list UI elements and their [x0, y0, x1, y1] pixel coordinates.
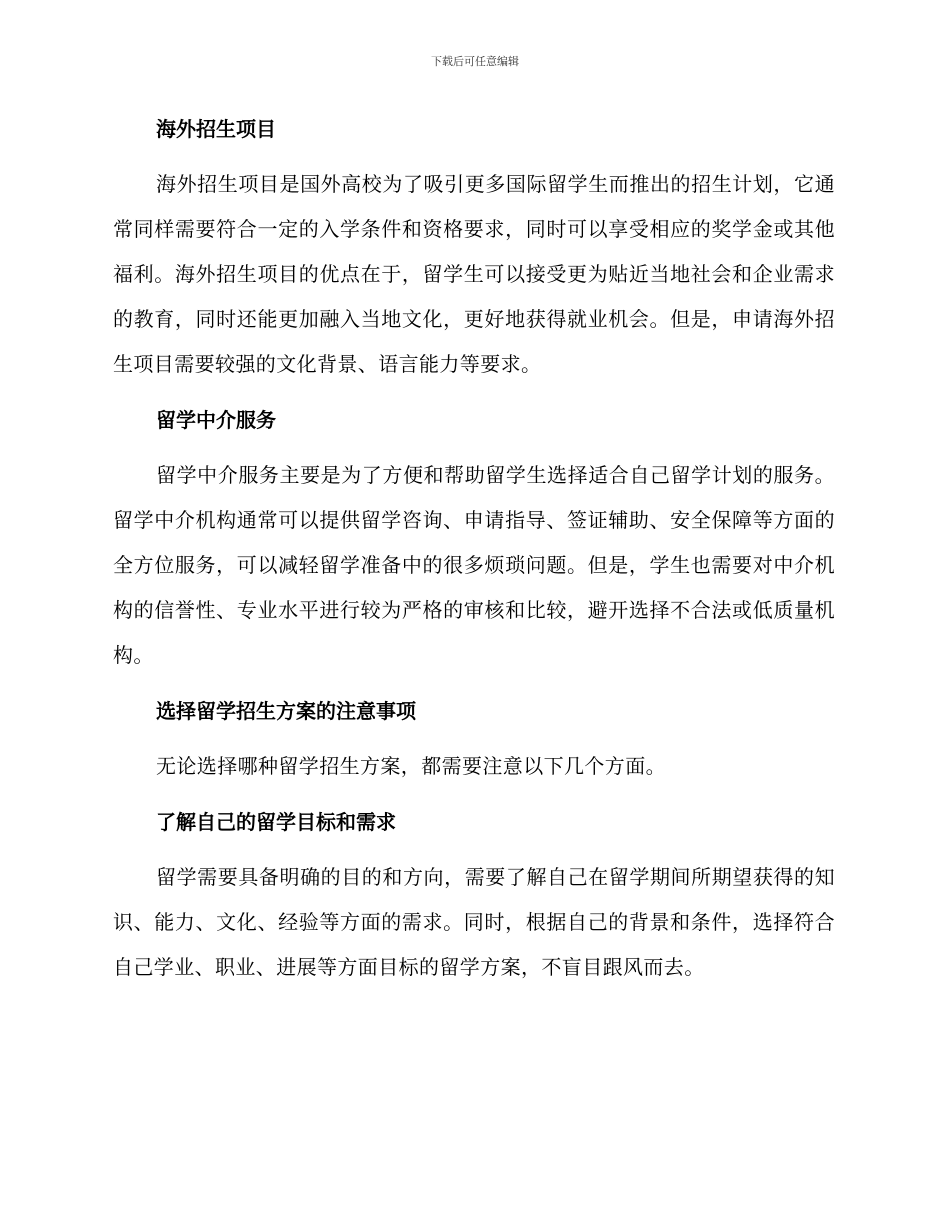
- section-heading-agency-services: 留学中介服务: [156, 408, 276, 432]
- section-paragraph-goals-needs: 留学需要具备明确的目的和方向，需要了解自己在留学期间所期望获得的知识、能力、文化、经验等方面的需求。同时，根据自己的背景和条件，选择符合自己学业、职业、进展等方面目标的留学方案，不盲目跟风而去。: [113, 865, 835, 979]
- section-paragraph-considerations: 无论选择哪种留学招生方案，都需要注意以下几个方面。: [156, 754, 666, 778]
- page-header: 下载后可任意编辑: [431, 55, 519, 68]
- section-paragraph-agency-services: 留学中介服务主要是为了方便和帮助留学生选择适合自己留学计划的服务。留学中介机构通常可以提供留学咨询、申请指导、签证辅助、安全保障等方面的全方位服务，可以减轻留学准备中的很多烦琐问题。但是，学生也需要对中介机构的信誉性、专业水平进行较为严格的审核和比较，避开选择不合法或低质量机构。: [113, 463, 835, 667]
- document-body: [113, 116, 835, 990]
- section-heading-overseas-enrollment: 海外招生项目: [156, 117, 276, 141]
- section-paragraph-overseas-enrollment: 海外招生项目是国外高校为了吸引更多国际留学生而推出的招生计划，它通常同样需要符合一定的入学条件和资格要求，同时可以享受相应的奖学金或其他福利。海外招生项目的优点在于，留学生可以接受更为贴近当地社会和企业需求的教育，同时还能更加融入当地文化，更好地获得就业机会。但是，申请海外招生项目需要较强的文化背景、语言能力等要求。: [113, 172, 835, 376]
- section-heading-goals-needs: 了解自己的留学目标和需求: [156, 810, 396, 834]
- section-heading-considerations: 选择留学招生方案的注意事项: [156, 699, 416, 723]
